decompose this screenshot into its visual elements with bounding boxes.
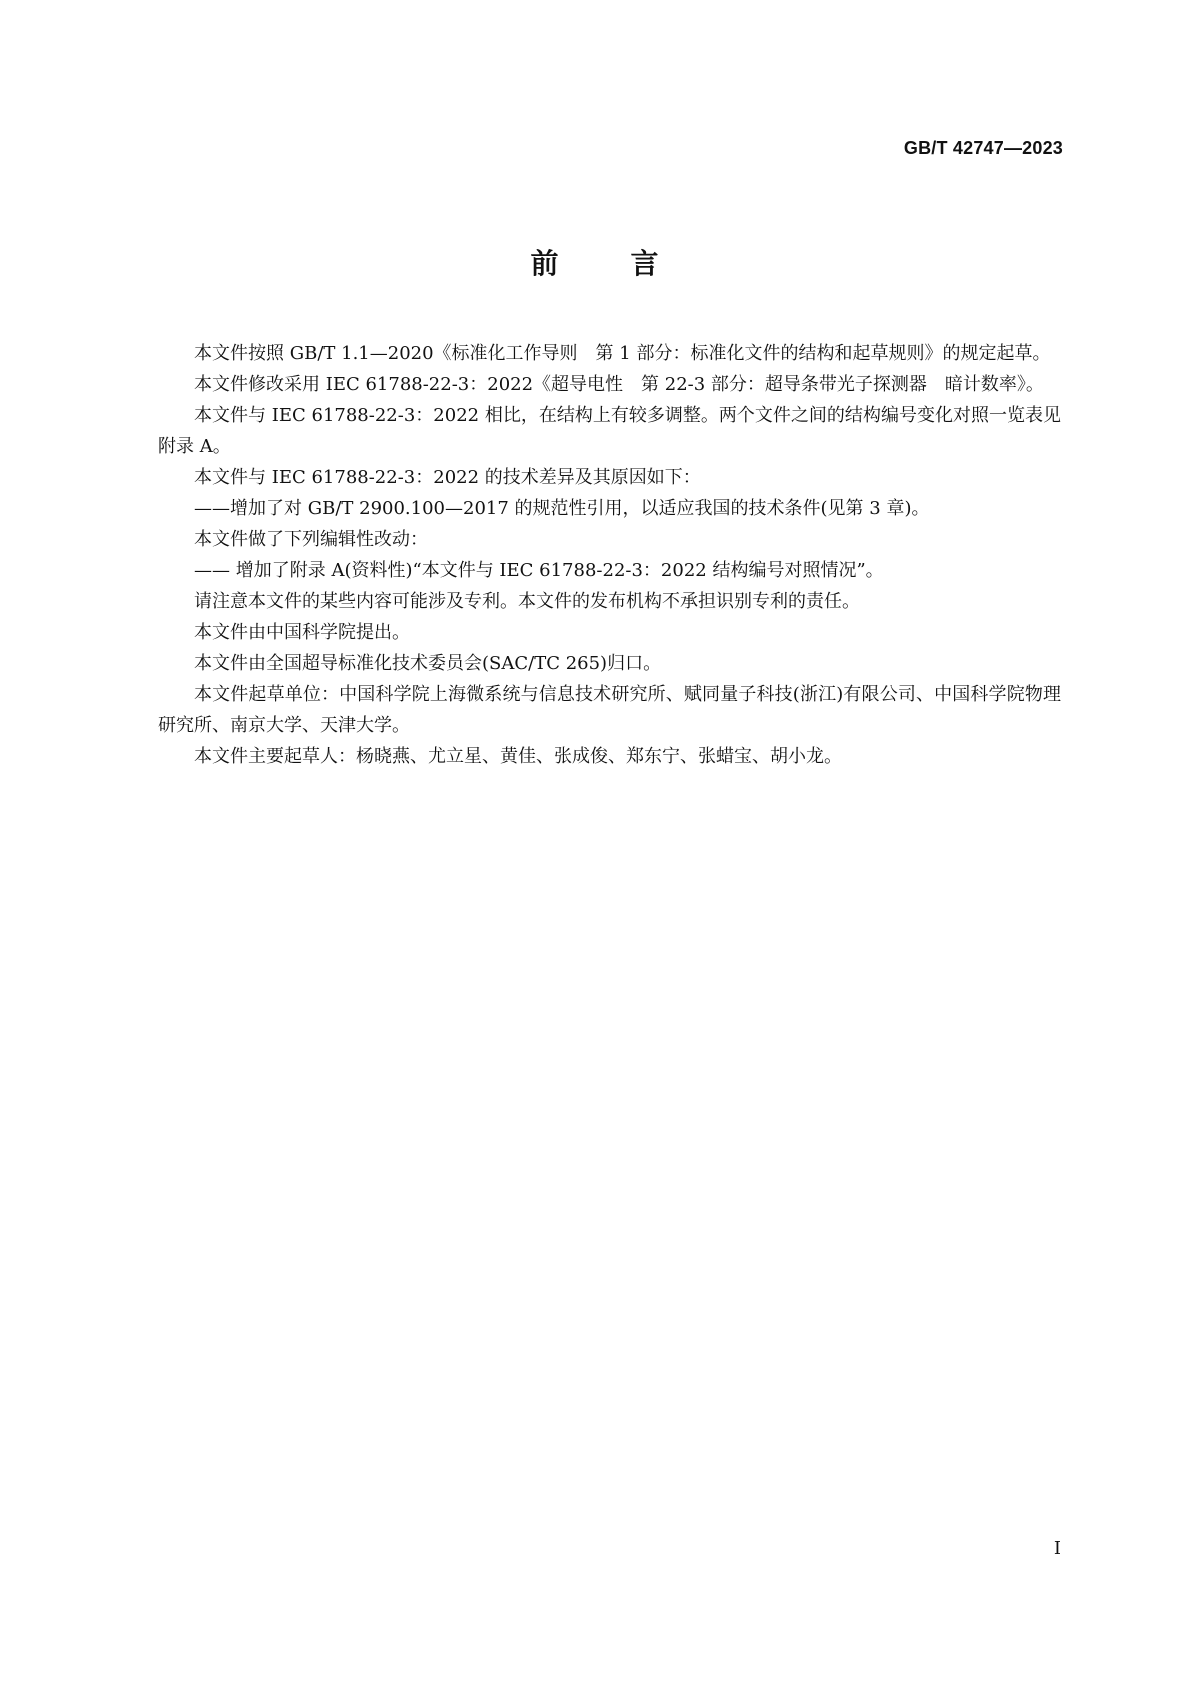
paragraph-proposer: 本文件由中国科学院提出。 [194,622,410,643]
list-item-technical-difference: ——增加了对 GB/T 2900.100—2017 的规范性引用，以适应我国的技术条件(见第 3 章)。 [194,498,930,519]
title-char-2: 言 [630,247,661,280]
paragraph-technical-committee: 本文件由全国超导标准化技术委员会(SAC/TC 265)归口。 [194,653,662,674]
page-title [0,242,1191,282]
paragraph-adoption: 本文件修改采用 IEC 61788-22-3：2022《超导电性 第 22-3 部分：超导条带光子探测器 暗计数率》。 [194,374,1044,395]
foreword-body [158,338,1061,772]
paragraph-drafting-units: 本文件起草单位：中国科学院上海微系统与信息技术研究所、赋同量子科技(浙江)有限公司、中国科学院物理研究所、南京大学、天津大学。 [158,684,1061,736]
document-number: GB/T 42747—2023 [903,138,1063,158]
list-item-editorial-change: —— 增加了附录 A(资料性)“本文件与 IEC 61788-22-3：2022 结构编号对照情况”。 [194,560,884,581]
paragraph-technical-differences: 本文件与 IEC 61788-22-3：2022 的技术差异及其原因如下： [194,467,701,488]
paragraph-patent-notice: 请注意本文件的某些内容可能涉及专利。本文件的发布机构不承担识别专利的责任。 [194,591,860,612]
page-number: I [1053,1538,1061,1559]
paragraph-editorial-changes: 本文件做了下列编辑性改动： [194,529,428,550]
paragraph-drafters: 本文件主要起草人：杨晓燕、尤立星、黄佳、张成俊、郑东宁、张蜡宝、胡小龙。 [194,746,842,767]
paragraph-drafting-rules: 本文件按照 GB/T 1.1—2020《标准化工作导则 第 1 部分：标准化文件的结构和起草规则》的规定起草。 [194,343,1051,364]
title-char-1: 前 [530,247,561,280]
paragraph-structure-changes: 本文件与 IEC 61788-22-3：2022 相比，在结构上有较多调整。两个文件之间的结构编号变化对照一览表见附录 A。 [158,405,1061,457]
